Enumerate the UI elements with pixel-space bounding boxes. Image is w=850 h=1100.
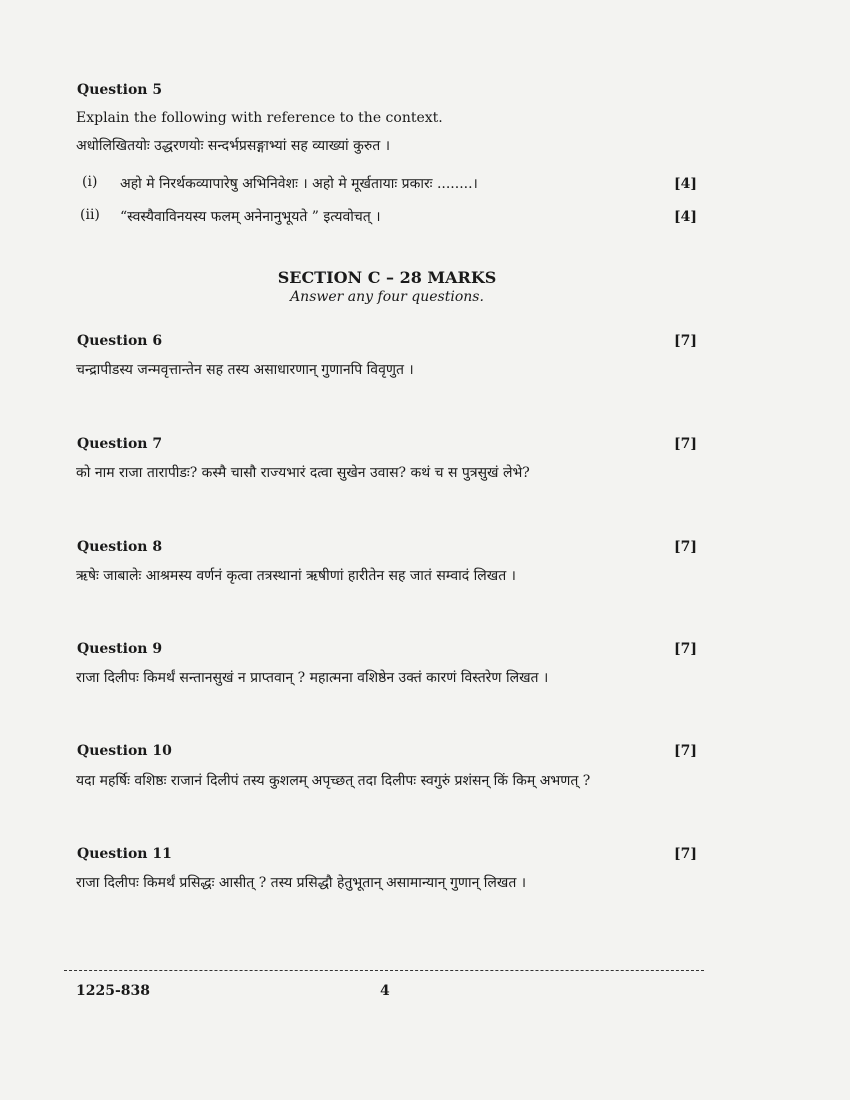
question-10-text: यदा महर्षिः वशिष्ठः राजानं दिलीपं तस्य कुशलम् अपृच्छत् तदा दिलीपः स्वगुरुं प्रशंसन् किं किम् अभणत् ? (76, 773, 591, 789)
question-10-title: Question 10 (77, 743, 172, 759)
question-7-title: Question 7 (77, 436, 163, 452)
question-9-title: Question 9 (77, 641, 163, 657)
footer-paper-code: 1225-838 (76, 983, 150, 999)
question-8-title: Question 8 (77, 539, 163, 555)
question-11-title: Question 11 (77, 846, 172, 862)
question-11-text: राजा दिलीपः किमर्थं प्रसिद्धः आसीत् ? तस्य प्रसिद्धौ हेतुभूतान् असामान्यान् गुणान् लिखत । (76, 875, 527, 891)
question-5-item-1-text: अहो मे निरर्थकव्यापारेषु अभिनिवेशः । अहो मे मूर्खतायाः प्रकारः ........। (120, 176, 478, 192)
question-10-marks: [7] (674, 743, 697, 759)
question-5-instruction-sa: अधोलिखितयोः उद्धरणयोः सन्दर्भप्रसङ्गाभ्यां सह व्याख्यां कुरुत । (76, 138, 390, 154)
footer-divider (64, 970, 704, 971)
question-5-item-2-text: “स्वस्यैवाविनयस्य फलम् अनेनानुभूयते ” इत्यवोचत् । (120, 209, 381, 225)
question-5-item-1-number: (i) (82, 174, 98, 190)
question-8-marks: [7] (674, 539, 697, 555)
question-5-item-1-marks: [4] (674, 176, 697, 192)
section-c-title: SECTION C – 28 MARKS (277, 268, 497, 287)
question-5-item-2-marks: [4] (674, 209, 697, 225)
question-5-item-2-number: (ii) (80, 207, 100, 223)
question-7-text: को नाम राजा तारापीडः? कस्मै चासौ राज्यभारं दत्वा सुखेन उवास? कथं च स पुत्रसुखं लेभे? (76, 465, 530, 481)
question-6-marks: [7] (674, 333, 697, 349)
question-8-text: ऋषेः जाबालेः आश्रमस्य वर्णनं कृत्वा तत्रस्थानां ऋषीणां हारीतेन सह जातं सम्वादं लिखत । (76, 568, 516, 584)
section-c-subtitle: Answer any four questions. (290, 289, 484, 305)
question-6-text: चन्द्रापीडस्य जन्मवृत्तान्तेन सह तस्य असाधारणान् गुणानपि विवृणुत । (76, 362, 414, 378)
question-5-title: Question 5 (77, 82, 163, 98)
question-5-instruction-en: Explain the following with reference to the context. (76, 110, 443, 126)
question-7-marks: [7] (674, 436, 697, 452)
footer-page-number: 4 (380, 983, 390, 999)
question-11-marks: [7] (674, 846, 697, 862)
question-9-marks: [7] (674, 641, 697, 657)
question-9-text: राजा दिलीपः किमर्थं सन्तानसुखं न प्राप्तवान् ? महात्मना वशिष्ठेन उक्तं कारणं विस्तरेण लिखत । (76, 670, 549, 686)
question-6-title: Question 6 (77, 333, 163, 349)
